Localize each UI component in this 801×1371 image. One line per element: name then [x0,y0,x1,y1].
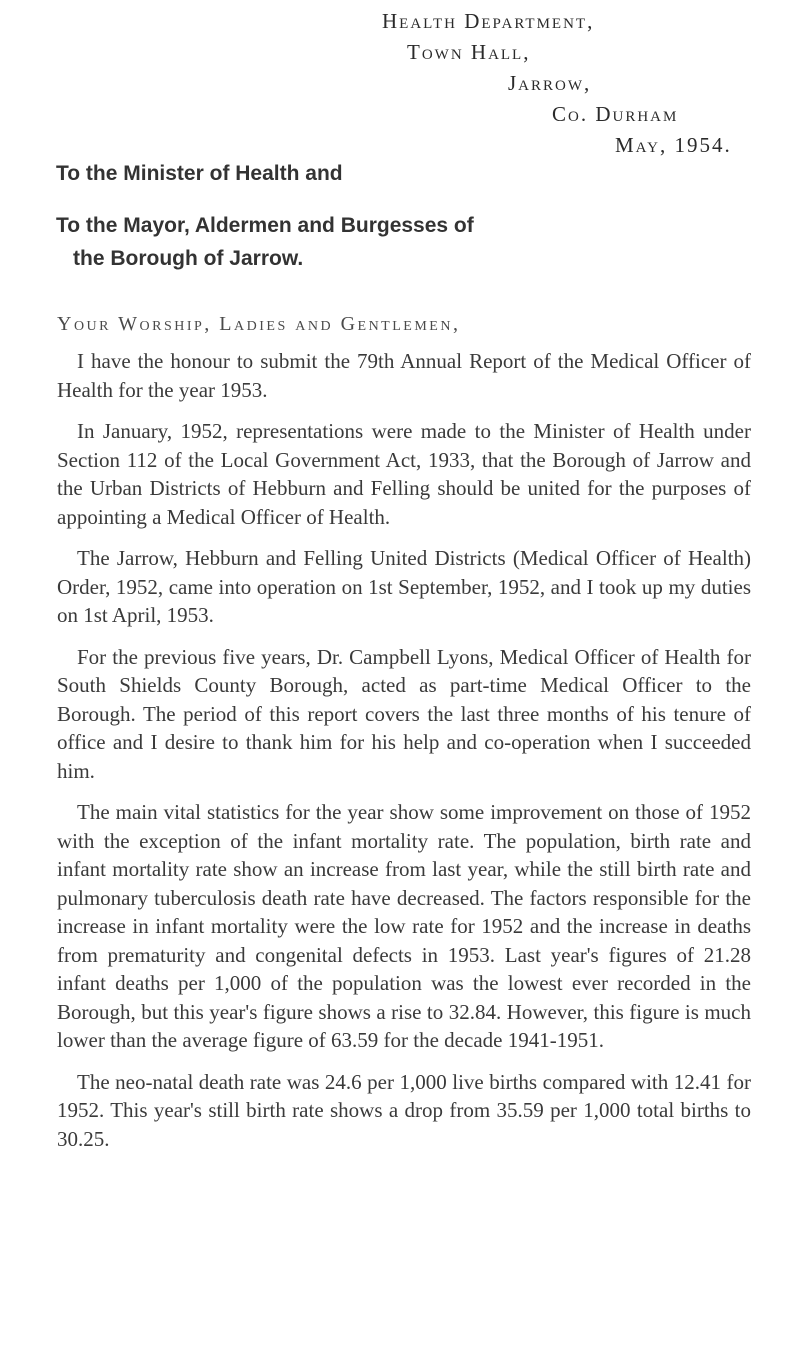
letter-date: May, 1954. [615,133,732,157]
address-county: Co. Durham [552,102,679,126]
recipient-borough: the Borough of Jarrow. [73,247,304,270]
address-town: Jarrow, [508,71,592,95]
recipients-block [56,157,474,275]
address-department: Health Department, [382,9,595,33]
body-paragraph: The main vital statistics for the year show some improvement on those of 1952 with the exception of the infant mortality rate. The population, birth rate and infant mortality rate show an increase from last year, while the still birth rate and pulmonary tuberculosis death rate have decreased. The factors responsible for the increase in infant mortality were the low rate for 1952 and the increase in deaths from prematurity and congenital defects in 1953. Last year's figures of 21.28 infant deaths per 1,000 of the population was the lowest ever recorded in the Borough, but this year's figure shows a rise to 32.84. However, this figure is much lower than the average figure of 63.59 for the decade 1941-1951. [57,800,751,1052]
recipient-minister: To the Minister of Health and [56,162,343,185]
body-paragraph: In January, 1952, representations were made to the Minister of Health under Section 112 of the Local Government Act, 1933, that the Borough of Jarrow and the Urban Districts of Hebburn and Felling should be united for the purposes of appointing a Medical Officer of Health. [57,419,751,529]
body-paragraph: I have the honour to submit the 79th Annual Report of the Medical Officer of Health for the year 1953. [57,349,751,402]
address-building: Town Hall, [407,40,531,64]
body-paragraph: The Jarrow, Hebburn and Felling United Districts (Medical Officer of Health) Order, 1952, came into operation on 1st September, 1952, and I took up my duties on 1st April, 1953. [57,546,751,627]
body-paragraph: The neo-natal death rate was 24.6 per 1,000 live births compared with 12.41 for 1952. This year's still birth rate shows a drop from 35.59 per 1,000 total births to 30.25. [57,1069,751,1151]
body-paragraph: For the previous five years, Dr. Campbell Lyons, Medical Officer of Health for South Shields County Borough, acted as part-time Medical Officer to the Borough. The period of this report covers the last three months of his tenure of office and I desire to thank him for his help and co-operation when I succeeded him. [57,644,751,783]
recipient-council: To the Mayor, Aldermen and Burgesses of [56,214,474,237]
letter-body [57,347,751,1166]
salutation: Your Worship, Ladies and Gentlemen, [57,313,461,335]
letterhead-address [0,6,801,161]
